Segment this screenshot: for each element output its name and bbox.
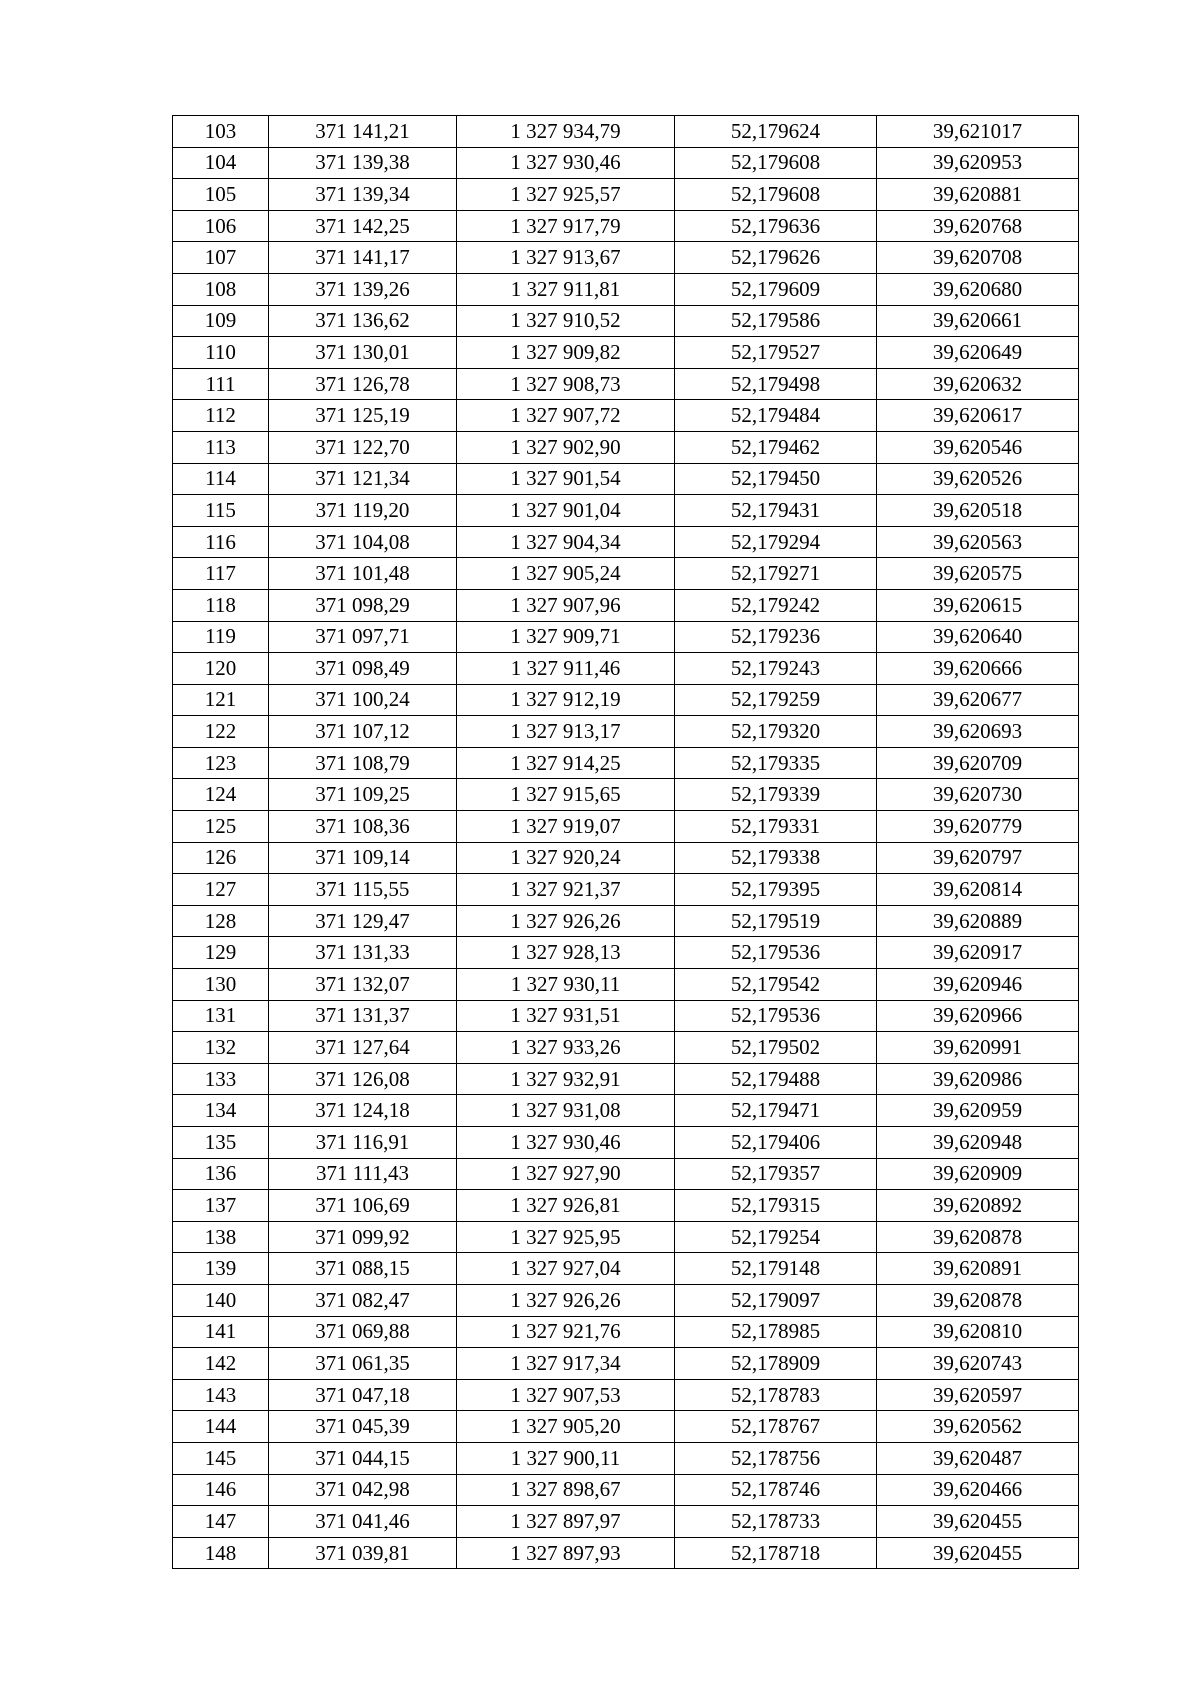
- longitude-cell: 39,620948: [877, 1127, 1079, 1159]
- point-number-cell: 113: [173, 431, 269, 463]
- longitude-cell: 39,620909: [877, 1158, 1079, 1190]
- y-coordinate-cell: 1 327 907,96: [457, 589, 675, 621]
- table-row: [173, 242, 1079, 274]
- latitude-cell: 52,179097: [675, 1284, 877, 1316]
- longitude-cell: 39,620917: [877, 937, 1079, 969]
- point-number-cell: 138: [173, 1221, 269, 1253]
- y-coordinate-cell: 1 327 907,53: [457, 1379, 675, 1411]
- y-coordinate-cell: 1 327 905,20: [457, 1411, 675, 1443]
- latitude-cell: 52,178756: [675, 1442, 877, 1474]
- table-row: [173, 589, 1079, 621]
- table-row: [173, 1379, 1079, 1411]
- x-coordinate-cell: 371 106,69: [269, 1190, 457, 1222]
- latitude-cell: 52,179243: [675, 653, 877, 685]
- latitude-cell: 52,178909: [675, 1348, 877, 1380]
- table-row: [173, 969, 1079, 1001]
- x-coordinate-cell: 371 098,49: [269, 653, 457, 685]
- longitude-cell: 39,620779: [877, 811, 1079, 843]
- point-number-cell: 146: [173, 1474, 269, 1506]
- y-coordinate-cell: 1 327 905,24: [457, 558, 675, 590]
- table-row: [173, 779, 1079, 811]
- table-row: [173, 1000, 1079, 1032]
- latitude-cell: 52,179519: [675, 905, 877, 937]
- latitude-cell: 52,179271: [675, 558, 877, 590]
- x-coordinate-cell: 371 131,33: [269, 937, 457, 969]
- point-number-cell: 142: [173, 1348, 269, 1380]
- y-coordinate-cell: 1 327 909,82: [457, 337, 675, 369]
- y-coordinate-cell: 1 327 926,26: [457, 1284, 675, 1316]
- longitude-cell: 39,620891: [877, 1253, 1079, 1285]
- y-coordinate-cell: 1 327 931,51: [457, 1000, 675, 1032]
- longitude-cell: 39,620814: [877, 874, 1079, 906]
- point-number-cell: 132: [173, 1032, 269, 1064]
- y-coordinate-cell: 1 327 925,95: [457, 1221, 675, 1253]
- longitude-cell: 39,620649: [877, 337, 1079, 369]
- y-coordinate-cell: 1 327 911,46: [457, 653, 675, 685]
- x-coordinate-cell: 371 099,92: [269, 1221, 457, 1253]
- longitude-cell: 39,620878: [877, 1284, 1079, 1316]
- x-coordinate-cell: 371 115,55: [269, 874, 457, 906]
- table-row: [173, 463, 1079, 495]
- latitude-cell: 52,179462: [675, 431, 877, 463]
- longitude-cell: 39,620709: [877, 747, 1079, 779]
- table-row: [173, 1190, 1079, 1222]
- latitude-cell: 52,178733: [675, 1506, 877, 1538]
- x-coordinate-cell: 371 127,64: [269, 1032, 457, 1064]
- table-row: [173, 337, 1079, 369]
- latitude-cell: 52,179484: [675, 400, 877, 432]
- longitude-cell: 39,620892: [877, 1190, 1079, 1222]
- x-coordinate-cell: 371 116,91: [269, 1127, 457, 1159]
- point-number-cell: 123: [173, 747, 269, 779]
- x-coordinate-cell: 371 098,29: [269, 589, 457, 621]
- longitude-cell: 39,620730: [877, 779, 1079, 811]
- latitude-cell: 52,179536: [675, 937, 877, 969]
- table-row: [173, 653, 1079, 685]
- latitude-cell: 52,179636: [675, 210, 877, 242]
- y-coordinate-cell: 1 327 900,11: [457, 1442, 675, 1474]
- latitude-cell: 52,179242: [675, 589, 877, 621]
- point-number-cell: 126: [173, 842, 269, 874]
- y-coordinate-cell: 1 327 920,24: [457, 842, 675, 874]
- latitude-cell: 52,179315: [675, 1190, 877, 1222]
- x-coordinate-cell: 371 139,26: [269, 273, 457, 305]
- x-coordinate-cell: 371 104,08: [269, 526, 457, 558]
- x-coordinate-cell: 371 126,78: [269, 368, 457, 400]
- y-coordinate-cell: 1 327 930,46: [457, 147, 675, 179]
- latitude-cell: 52,179502: [675, 1032, 877, 1064]
- y-coordinate-cell: 1 327 907,72: [457, 400, 675, 432]
- x-coordinate-cell: 371 111,43: [269, 1158, 457, 1190]
- point-number-cell: 103: [173, 116, 269, 148]
- latitude-cell: 52,179338: [675, 842, 877, 874]
- x-coordinate-cell: 371 044,15: [269, 1442, 457, 1474]
- table-row: [173, 1253, 1079, 1285]
- table-row: [173, 1506, 1079, 1538]
- y-coordinate-cell: 1 327 934,79: [457, 116, 675, 148]
- point-number-cell: 140: [173, 1284, 269, 1316]
- latitude-cell: 52,178718: [675, 1537, 877, 1569]
- y-coordinate-cell: 1 327 904,34: [457, 526, 675, 558]
- longitude-cell: 39,620959: [877, 1095, 1079, 1127]
- table-row: [173, 1442, 1079, 1474]
- x-coordinate-cell: 371 045,39: [269, 1411, 457, 1443]
- latitude-cell: 52,178746: [675, 1474, 877, 1506]
- y-coordinate-cell: 1 327 911,81: [457, 273, 675, 305]
- y-coordinate-cell: 1 327 910,52: [457, 305, 675, 337]
- longitude-cell: 39,620518: [877, 495, 1079, 527]
- point-number-cell: 145: [173, 1442, 269, 1474]
- latitude-cell: 52,179357: [675, 1158, 877, 1190]
- longitude-cell: 39,620546: [877, 431, 1079, 463]
- longitude-cell: 39,620797: [877, 842, 1079, 874]
- point-number-cell: 134: [173, 1095, 269, 1127]
- latitude-cell: 52,179624: [675, 116, 877, 148]
- latitude-cell: 52,178767: [675, 1411, 877, 1443]
- coordinates-table-body: [173, 116, 1079, 1569]
- x-coordinate-cell: 371 136,62: [269, 305, 457, 337]
- longitude-cell: 39,620632: [877, 368, 1079, 400]
- x-coordinate-cell: 371 108,36: [269, 811, 457, 843]
- point-number-cell: 109: [173, 305, 269, 337]
- latitude-cell: 52,179335: [675, 747, 877, 779]
- y-coordinate-cell: 1 327 931,08: [457, 1095, 675, 1127]
- y-coordinate-cell: 1 327 898,67: [457, 1474, 675, 1506]
- y-coordinate-cell: 1 327 919,07: [457, 811, 675, 843]
- y-coordinate-cell: 1 327 921,76: [457, 1316, 675, 1348]
- latitude-cell: 52,178783: [675, 1379, 877, 1411]
- point-number-cell: 141: [173, 1316, 269, 1348]
- point-number-cell: 144: [173, 1411, 269, 1443]
- point-number-cell: 112: [173, 400, 269, 432]
- longitude-cell: 39,620640: [877, 621, 1079, 653]
- longitude-cell: 39,620562: [877, 1411, 1079, 1443]
- point-number-cell: 107: [173, 242, 269, 274]
- table-row: [173, 1158, 1079, 1190]
- latitude-cell: 52,179542: [675, 969, 877, 1001]
- point-number-cell: 105: [173, 179, 269, 211]
- y-coordinate-cell: 1 327 925,57: [457, 179, 675, 211]
- table-row: [173, 937, 1079, 969]
- x-coordinate-cell: 371 107,12: [269, 716, 457, 748]
- x-coordinate-cell: 371 100,24: [269, 684, 457, 716]
- point-number-cell: 147: [173, 1506, 269, 1538]
- longitude-cell: 39,620661: [877, 305, 1079, 337]
- table-row: [173, 874, 1079, 906]
- latitude-cell: 52,179331: [675, 811, 877, 843]
- x-coordinate-cell: 371 139,38: [269, 147, 457, 179]
- longitude-cell: 39,620677: [877, 684, 1079, 716]
- table-row: [173, 842, 1079, 874]
- x-coordinate-cell: 371 082,47: [269, 1284, 457, 1316]
- latitude-cell: 52,179498: [675, 368, 877, 400]
- longitude-cell: 39,620966: [877, 1000, 1079, 1032]
- table-row: [173, 716, 1079, 748]
- latitude-cell: 52,179626: [675, 242, 877, 274]
- point-number-cell: 118: [173, 589, 269, 621]
- x-coordinate-cell: 371 097,71: [269, 621, 457, 653]
- x-coordinate-cell: 371 109,25: [269, 779, 457, 811]
- table-row: [173, 1474, 1079, 1506]
- table-row: [173, 116, 1079, 148]
- x-coordinate-cell: 371 039,81: [269, 1537, 457, 1569]
- point-number-cell: 114: [173, 463, 269, 495]
- point-number-cell: 148: [173, 1537, 269, 1569]
- longitude-cell: 39,620986: [877, 1063, 1079, 1095]
- y-coordinate-cell: 1 327 915,65: [457, 779, 675, 811]
- y-coordinate-cell: 1 327 902,90: [457, 431, 675, 463]
- longitude-cell: 39,620617: [877, 400, 1079, 432]
- latitude-cell: 52,179339: [675, 779, 877, 811]
- latitude-cell: 52,179320: [675, 716, 877, 748]
- point-number-cell: 115: [173, 495, 269, 527]
- table-row: [173, 684, 1079, 716]
- y-coordinate-cell: 1 327 926,81: [457, 1190, 675, 1222]
- table-row: [173, 1316, 1079, 1348]
- x-coordinate-cell: 371 126,08: [269, 1063, 457, 1095]
- latitude-cell: 52,179294: [675, 526, 877, 558]
- y-coordinate-cell: 1 327 928,13: [457, 937, 675, 969]
- y-coordinate-cell: 1 327 914,25: [457, 747, 675, 779]
- table-row: [173, 1221, 1079, 1253]
- point-number-cell: 116: [173, 526, 269, 558]
- table-row: [173, 210, 1079, 242]
- latitude-cell: 52,179527: [675, 337, 877, 369]
- point-number-cell: 131: [173, 1000, 269, 1032]
- x-coordinate-cell: 371 141,17: [269, 242, 457, 274]
- x-coordinate-cell: 371 130,01: [269, 337, 457, 369]
- y-coordinate-cell: 1 327 917,79: [457, 210, 675, 242]
- point-number-cell: 130: [173, 969, 269, 1001]
- longitude-cell: 39,620768: [877, 210, 1079, 242]
- y-coordinate-cell: 1 327 908,73: [457, 368, 675, 400]
- point-number-cell: 127: [173, 874, 269, 906]
- x-coordinate-cell: 371 047,18: [269, 1379, 457, 1411]
- point-number-cell: 108: [173, 273, 269, 305]
- point-number-cell: 111: [173, 368, 269, 400]
- longitude-cell: 39,620666: [877, 653, 1079, 685]
- x-coordinate-cell: 371 124,18: [269, 1095, 457, 1127]
- longitude-cell: 39,620487: [877, 1442, 1079, 1474]
- point-number-cell: 120: [173, 653, 269, 685]
- longitude-cell: 39,620597: [877, 1379, 1079, 1411]
- x-coordinate-cell: 371 108,79: [269, 747, 457, 779]
- y-coordinate-cell: 1 327 897,93: [457, 1537, 675, 1569]
- longitude-cell: 39,620563: [877, 526, 1079, 558]
- y-coordinate-cell: 1 327 901,04: [457, 495, 675, 527]
- latitude-cell: 52,179586: [675, 305, 877, 337]
- latitude-cell: 52,179471: [675, 1095, 877, 1127]
- x-coordinate-cell: 371 125,19: [269, 400, 457, 432]
- longitude-cell: 39,620991: [877, 1032, 1079, 1064]
- latitude-cell: 52,179608: [675, 147, 877, 179]
- longitude-cell: 39,620946: [877, 969, 1079, 1001]
- latitude-cell: 52,179236: [675, 621, 877, 653]
- point-number-cell: 106: [173, 210, 269, 242]
- table-row: [173, 1537, 1079, 1569]
- y-coordinate-cell: 1 327 913,67: [457, 242, 675, 274]
- point-number-cell: 104: [173, 147, 269, 179]
- x-coordinate-cell: 371 139,34: [269, 179, 457, 211]
- point-number-cell: 121: [173, 684, 269, 716]
- x-coordinate-cell: 371 109,14: [269, 842, 457, 874]
- table-row: [173, 811, 1079, 843]
- longitude-cell: 39,620810: [877, 1316, 1079, 1348]
- longitude-cell: 39,620455: [877, 1506, 1079, 1538]
- table-row: [173, 526, 1079, 558]
- latitude-cell: 52,178985: [675, 1316, 877, 1348]
- point-number-cell: 117: [173, 558, 269, 590]
- point-number-cell: 143: [173, 1379, 269, 1411]
- y-coordinate-cell: 1 327 909,71: [457, 621, 675, 653]
- table-row: [173, 305, 1079, 337]
- longitude-cell: 39,620455: [877, 1537, 1079, 1569]
- latitude-cell: 52,179254: [675, 1221, 877, 1253]
- y-coordinate-cell: 1 327 897,97: [457, 1506, 675, 1538]
- latitude-cell: 52,179609: [675, 273, 877, 305]
- x-coordinate-cell: 371 122,70: [269, 431, 457, 463]
- point-number-cell: 129: [173, 937, 269, 969]
- latitude-cell: 52,179406: [675, 1127, 877, 1159]
- point-number-cell: 133: [173, 1063, 269, 1095]
- latitude-cell: 52,179488: [675, 1063, 877, 1095]
- longitude-cell: 39,620680: [877, 273, 1079, 305]
- longitude-cell: 39,620693: [877, 716, 1079, 748]
- point-number-cell: 128: [173, 905, 269, 937]
- longitude-cell: 39,620708: [877, 242, 1079, 274]
- table-row: [173, 179, 1079, 211]
- y-coordinate-cell: 1 327 930,11: [457, 969, 675, 1001]
- latitude-cell: 52,179608: [675, 179, 877, 211]
- point-number-cell: 135: [173, 1127, 269, 1159]
- x-coordinate-cell: 371 129,47: [269, 905, 457, 937]
- longitude-cell: 39,621017: [877, 116, 1079, 148]
- table-row: [173, 1063, 1079, 1095]
- x-coordinate-cell: 371 142,25: [269, 210, 457, 242]
- point-number-cell: 110: [173, 337, 269, 369]
- point-number-cell: 139: [173, 1253, 269, 1285]
- point-number-cell: 124: [173, 779, 269, 811]
- table-row: [173, 273, 1079, 305]
- longitude-cell: 39,620889: [877, 905, 1079, 937]
- coordinates-table: [172, 115, 1079, 1569]
- y-coordinate-cell: 1 327 927,04: [457, 1253, 675, 1285]
- x-coordinate-cell: 371 041,46: [269, 1506, 457, 1538]
- longitude-cell: 39,620615: [877, 589, 1079, 621]
- table-row: [173, 495, 1079, 527]
- latitude-cell: 52,179431: [675, 495, 877, 527]
- longitude-cell: 39,620575: [877, 558, 1079, 590]
- y-coordinate-cell: 1 327 927,90: [457, 1158, 675, 1190]
- table-row: [173, 621, 1079, 653]
- y-coordinate-cell: 1 327 932,91: [457, 1063, 675, 1095]
- x-coordinate-cell: 371 088,15: [269, 1253, 457, 1285]
- table-row: [173, 1127, 1079, 1159]
- point-number-cell: 125: [173, 811, 269, 843]
- table-row: [173, 1095, 1079, 1127]
- x-coordinate-cell: 371 121,34: [269, 463, 457, 495]
- y-coordinate-cell: 1 327 917,34: [457, 1348, 675, 1380]
- latitude-cell: 52,179259: [675, 684, 877, 716]
- latitude-cell: 52,179536: [675, 1000, 877, 1032]
- table-row: [173, 368, 1079, 400]
- table-row: [173, 1284, 1079, 1316]
- point-number-cell: 136: [173, 1158, 269, 1190]
- y-coordinate-cell: 1 327 921,37: [457, 874, 675, 906]
- y-coordinate-cell: 1 327 930,46: [457, 1127, 675, 1159]
- table-row: [173, 905, 1079, 937]
- x-coordinate-cell: 371 101,48: [269, 558, 457, 590]
- x-coordinate-cell: 371 069,88: [269, 1316, 457, 1348]
- latitude-cell: 52,179395: [675, 874, 877, 906]
- table-row: [173, 1032, 1079, 1064]
- x-coordinate-cell: 371 132,07: [269, 969, 457, 1001]
- table-row: [173, 558, 1079, 590]
- y-coordinate-cell: 1 327 912,19: [457, 684, 675, 716]
- table-row: [173, 1348, 1079, 1380]
- point-number-cell: 137: [173, 1190, 269, 1222]
- latitude-cell: 52,179450: [675, 463, 877, 495]
- table-row: [173, 147, 1079, 179]
- table-row: [173, 747, 1079, 779]
- x-coordinate-cell: 371 141,21: [269, 116, 457, 148]
- longitude-cell: 39,620878: [877, 1221, 1079, 1253]
- table-row: [173, 400, 1079, 432]
- point-number-cell: 119: [173, 621, 269, 653]
- y-coordinate-cell: 1 327 913,17: [457, 716, 675, 748]
- longitude-cell: 39,620743: [877, 1348, 1079, 1380]
- y-coordinate-cell: 1 327 926,26: [457, 905, 675, 937]
- point-number-cell: 122: [173, 716, 269, 748]
- longitude-cell: 39,620466: [877, 1474, 1079, 1506]
- latitude-cell: 52,179148: [675, 1253, 877, 1285]
- y-coordinate-cell: 1 327 901,54: [457, 463, 675, 495]
- x-coordinate-cell: 371 131,37: [269, 1000, 457, 1032]
- longitude-cell: 39,620881: [877, 179, 1079, 211]
- x-coordinate-cell: 371 061,35: [269, 1348, 457, 1380]
- longitude-cell: 39,620953: [877, 147, 1079, 179]
- table-row: [173, 1411, 1079, 1443]
- longitude-cell: 39,620526: [877, 463, 1079, 495]
- y-coordinate-cell: 1 327 933,26: [457, 1032, 675, 1064]
- table-row: [173, 431, 1079, 463]
- x-coordinate-cell: 371 042,98: [269, 1474, 457, 1506]
- x-coordinate-cell: 371 119,20: [269, 495, 457, 527]
